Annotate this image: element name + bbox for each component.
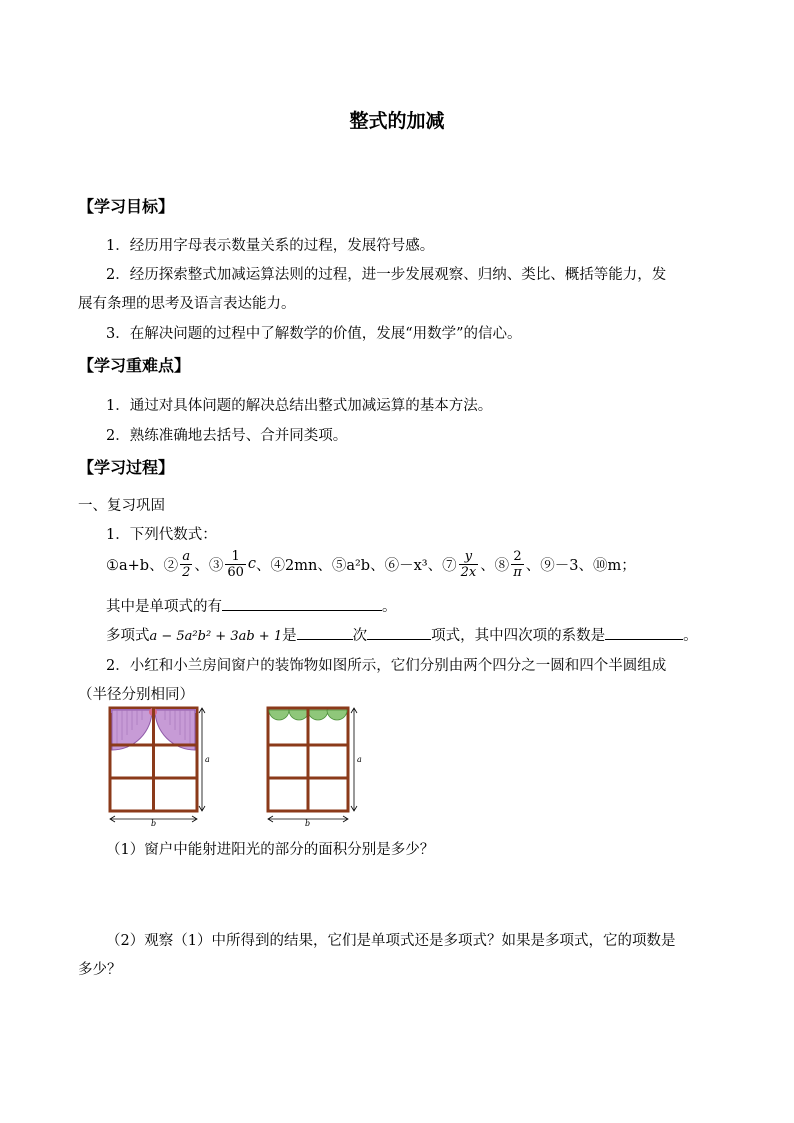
goal-item-2-cont: 展有条理的思考及语言表达能力。 (78, 296, 296, 312)
dimension-b-label: b (305, 819, 311, 828)
goal-item-1: 1．经历用字母表示数量关系的过程，发展符号感。 (106, 238, 435, 254)
period: 。 (683, 628, 698, 644)
degree-label: 次 (352, 628, 368, 644)
goal-item-2: 2．经历探索整式加减运算法则的过程，进一步发展观察、归纳、类比、概括等能力，发 (106, 267, 667, 283)
fraction-numerator: 2 (511, 549, 524, 565)
part-review-heading: 一、复习巩固 (78, 498, 165, 514)
question-2-line-2: （半径分别相同） (78, 687, 194, 703)
polynomial-prompt: 多项式 (106, 628, 150, 644)
fraction-numerator: y (459, 549, 479, 565)
section-heading-process: 【学习过程】 (78, 458, 175, 477)
expr-4-7: 、④2mn、⑤a²b、⑥－x³、⑦ (256, 557, 457, 574)
polynomial-is: 是 (282, 628, 297, 644)
degree-answer-blank[interactable] (297, 625, 353, 640)
expr-3-var: c (247, 556, 257, 572)
fraction-1-over-60 (225, 549, 246, 580)
fraction-denominator: 60 (227, 564, 244, 580)
section-heading-key-points: 【学习重难点】 (78, 356, 191, 375)
dimension-b-label: b (151, 819, 157, 828)
dimension-a-label: a (357, 755, 362, 764)
key-point-1: 1．通过对具体问题的解决总结出整式加减运算的基本方法。 (106, 398, 493, 414)
expr-9-10: 、⑨－3、⑩m； (525, 557, 636, 574)
sub-question-2-line-2: 多少？ (78, 962, 122, 978)
fraction-numerator: a (180, 549, 192, 565)
window-1 (110, 708, 210, 828)
question-1-intro: 1．下列代数式： (106, 527, 217, 543)
dimension-a-label: a (205, 755, 210, 764)
fraction-denominator: 2 (182, 564, 191, 580)
expr-1-2: ①a+b、② (106, 557, 179, 574)
goal-item-3: 3．在解决问题的过程中了解数学的价值，发展“用数学”的信心。 (106, 326, 522, 342)
expr-3: 、③ (194, 557, 224, 574)
period: 。 (382, 599, 397, 615)
window-2 (268, 708, 362, 828)
polynomial-expression: a − 5a²b² + 3ab + 1 (149, 629, 283, 644)
expr-8: 、⑧ (480, 557, 510, 574)
coefficient-prompt: 项式，其中四次项的系数是 (431, 628, 606, 644)
monomial-answer-blank[interactable] (222, 596, 382, 611)
monomial-prompt: 其中是单项式的有 (106, 599, 222, 615)
question-1-monomials (106, 595, 397, 616)
sub-question-1: （1）窗户中能射进阳光的部分的面积分别是多少？ (106, 842, 435, 858)
page-title: 整式的加减 (349, 110, 445, 132)
fraction-denominator: 2x (460, 564, 477, 580)
key-point-2: 2．熟练准确地去括号、合并同类项。 (106, 428, 348, 444)
section-heading-goals: 【学习目标】 (78, 197, 175, 216)
expression-list (106, 547, 636, 581)
question-2-line-1: 2．小红和小兰房间窗户的装饰物如图所示，它们分别由两个四分之一圆和四个半圆组成 (106, 658, 667, 674)
fraction-denominator: π (513, 564, 522, 580)
fraction-numerator: 1 (225, 549, 246, 565)
fraction-a-over-2 (180, 549, 192, 580)
fraction-2-over-pi (511, 549, 524, 580)
fraction-y-over-2x (459, 549, 479, 580)
sub-question-2-line-1: （2）观察（1）中所得到的结果，它们是单项式还是多项式？如果是多项式，它的项数是 (106, 933, 676, 949)
question-1-polynomial (106, 624, 698, 645)
term-count-answer-blank[interactable] (367, 625, 431, 640)
coefficient-answer-blank[interactable] (605, 625, 683, 640)
window-figure (95, 700, 370, 828)
